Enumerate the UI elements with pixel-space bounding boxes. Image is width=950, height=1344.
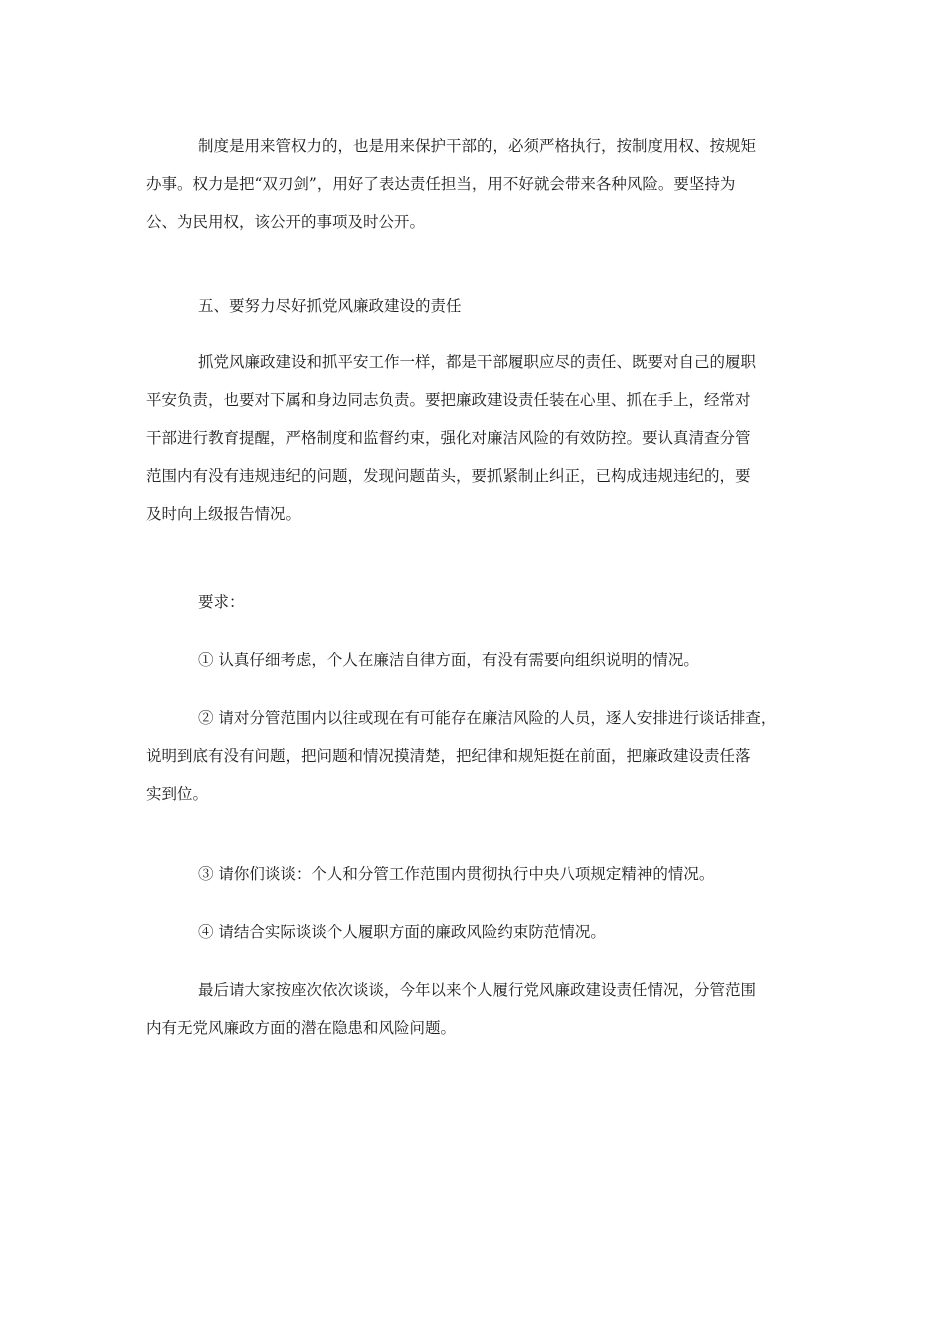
- text-line: 干部进行教育提醒，严格制度和监督约束，强化对廉洁风险的有效防控。要认真清查分管: [146, 429, 751, 447]
- text-line: 实到位。: [146, 785, 209, 803]
- text-line: 制度是用来管权力的，也是用来保护干部的，必须严格执行，按制度用权、按规矩: [198, 137, 757, 155]
- text-line: ① 认真仔细考虑，个人在廉洁自律方面，有没有需要向组织说明的情况。: [198, 651, 699, 669]
- text-line: 范围内有没有违规违纪的问题，发现问题苗头，要抓紧制止纠正，已构成违规违纪的，要: [146, 467, 751, 485]
- text-line: 平安负责，也要对下属和身边同志负责。要把廉政建设责任装在心里、抓在手上，经常对: [146, 391, 751, 409]
- text-line: 说明到底有没有问题，把问题和情况摸清楚，把纪律和规矩挺在前面，把廉政建设责任落: [146, 747, 751, 765]
- text-line: 要求：: [198, 593, 245, 611]
- text-line: 五、要努力尽好抓党风廉政建设的责任: [198, 297, 462, 315]
- text-line: ② 请对分管范围内以往或现在有可能存在廉洁风险的人员，逐人安排进行谈话排查，: [198, 709, 777, 727]
- text-line: 内有无党风廉政方面的潜在隐患和风险问题。: [146, 1019, 457, 1037]
- text-line: 公、为民用权，该公开的事项及时公开。: [146, 213, 426, 231]
- text-line: 办事。权力是把“双刃剑”，用好了表达责任担当，用不好就会带来各种风险。要坚持为: [146, 175, 736, 193]
- text-line: 最后请大家按座次依次谈谈，今年以来个人履行党风廉政建设责任情况，分管范围: [198, 981, 757, 999]
- text-line: 及时向上级报告情况。: [146, 505, 302, 523]
- text-line: 抓党风廉政建设和抓平安工作一样，都是干部履职应尽的责任、既要对自己的履职: [198, 353, 757, 371]
- text-line: ③ 请你们谈谈：个人和分管工作范围内贯彻执行中央八项规定精神的情况。: [198, 865, 715, 883]
- text-line: ④ 请结合实际谈谈个人履职方面的廉政风险约束防范情况。: [198, 923, 606, 941]
